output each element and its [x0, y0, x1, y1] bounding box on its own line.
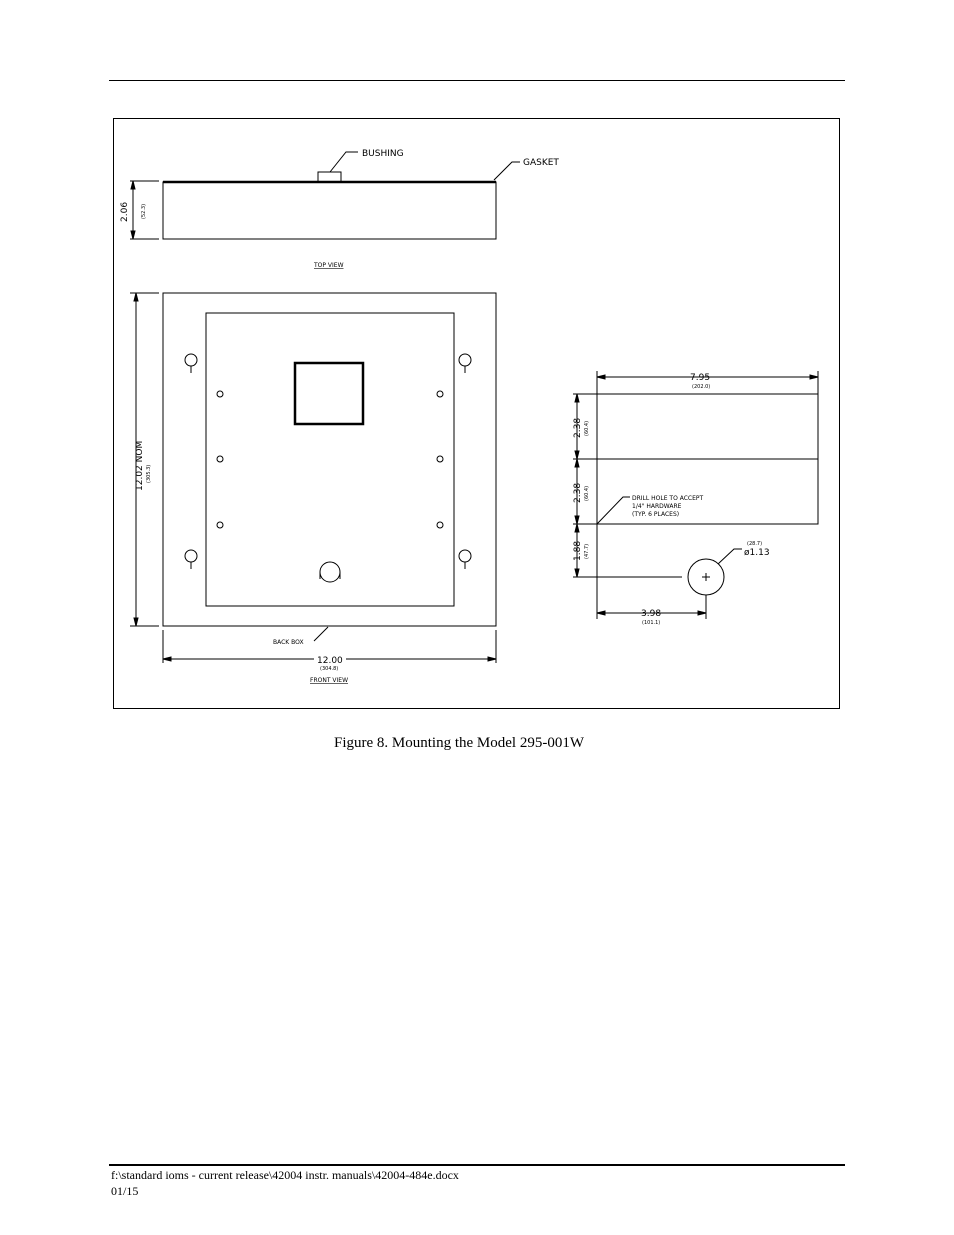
template-h-dim: 3.98	[641, 609, 662, 619]
top-view-label: TOP VIEW	[314, 262, 344, 269]
bushing-shape	[318, 172, 341, 182]
footer-path: f:\standard ioms - current release\42004 instr. manuals\42004-484e.docx	[111, 1168, 459, 1182]
hole-diameter-dim: ø1.13	[744, 548, 770, 558]
template-v3-dim: 1.88	[573, 540, 583, 561]
mounting-holes	[217, 391, 443, 528]
width-front-mm: (304.8)	[320, 666, 339, 672]
gasket-label: GASKET	[523, 158, 559, 168]
height-top-dim: 2.06	[120, 201, 130, 222]
drill-note-line1: DRILL HOLE TO ACCEPT	[632, 495, 704, 502]
footer-rule	[109, 1164, 845, 1166]
template-h-mm: (101.1)	[642, 620, 661, 626]
cad-drawing	[114, 119, 841, 710]
front-view-label: FRONT VIEW	[310, 677, 349, 684]
template-v2-dim: 2.38	[573, 482, 583, 503]
height-front-dim: 12.02 NOM	[135, 440, 145, 491]
header-rule	[109, 80, 845, 81]
drill-note-line3: (TYP. 6 PLACES)	[632, 511, 680, 518]
bushing-label: BUSHING	[362, 149, 404, 159]
template-v1-dim: 2.38	[573, 417, 583, 438]
template-v1-mm: (60.4)	[584, 420, 590, 436]
template-width-mm: (202.0)	[692, 384, 711, 390]
footer-date: 01/15	[111, 1184, 139, 1198]
height-front-mm: (305.3)	[146, 464, 152, 483]
figure-caption: Figure 8. Mounting the Model 295-001W	[334, 735, 584, 751]
drill-note-line2: 1/4" HARDWARE	[632, 503, 682, 510]
hole-diameter-mm: (28.7)	[747, 541, 763, 547]
conduit-opening	[320, 562, 340, 582]
front-window	[295, 363, 363, 424]
template-v3-mm: (47.7)	[584, 543, 590, 559]
mounting-drawing-figure	[113, 118, 840, 709]
front-view-outer	[163, 293, 496, 626]
keyhole-slots	[185, 354, 471, 569]
template-width-dim: 7.95	[690, 373, 711, 383]
top-view-box	[163, 182, 496, 239]
width-front-dim: 12.00	[317, 656, 343, 666]
height-top-mm: (52.3)	[141, 203, 147, 219]
back-box-label: BACK BOX	[273, 639, 304, 646]
template-v2-mm: (60.4)	[584, 485, 590, 501]
